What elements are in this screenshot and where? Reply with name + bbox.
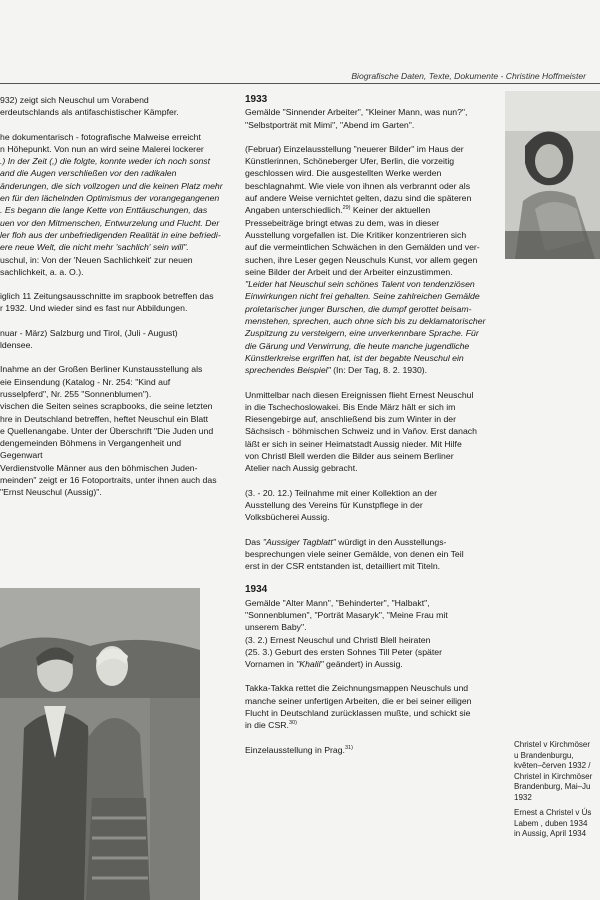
text-line bbox=[0, 388, 226, 400]
text-line bbox=[245, 744, 495, 756]
text-line-tail: (In: Der Tag, 8. 2. 1930). bbox=[330, 365, 428, 376]
text-line bbox=[245, 192, 495, 204]
text-line-content: Flucht in Deutschland zurücklassen mußte, und schickt sie bbox=[245, 708, 471, 719]
photo-couple-image bbox=[0, 588, 200, 900]
caption-line: Christel v Kirchmöser bbox=[514, 740, 591, 749]
text-line bbox=[0, 106, 226, 118]
text-line-content: r 1932. Und wieder sind es fast nur Abbildungen. bbox=[0, 303, 188, 314]
text-line-content: die Gärung und Verwirrung, die heute manche jugendliche bbox=[245, 340, 470, 351]
text-line bbox=[0, 266, 226, 278]
text-line-content: 932) zeigt sich Neuschul um Vorabend bbox=[0, 95, 149, 105]
text-line-italic: "Khalil" bbox=[296, 659, 324, 670]
paragraph-gap bbox=[245, 732, 495, 744]
text-line bbox=[245, 303, 495, 315]
text-line bbox=[245, 327, 495, 339]
text-line-content: Atelier nach Aussig gebracht. bbox=[245, 463, 358, 474]
text-line-content: Ausstellung des Vereins für Kunstpflege in der bbox=[245, 499, 423, 510]
text-line-content: besprechungen viele seiner Gemälde, von denen ein Teil bbox=[245, 548, 464, 559]
text-line bbox=[245, 340, 495, 352]
text-line-content: Inahme an der Großen Berliner Kunstausstellung als bbox=[0, 364, 203, 375]
text-line bbox=[245, 487, 495, 499]
text-line bbox=[0, 302, 226, 314]
text-line-content: (25. 3.) Geburt des ersten Sohnes Till Peter (später bbox=[245, 646, 443, 657]
text-line bbox=[245, 155, 495, 167]
text-line bbox=[245, 401, 495, 413]
text-line-content: Pressebeiträge bringt etwas zu dem, was in dieser bbox=[245, 217, 440, 228]
text-line-content: meinden" zeigt er 16 Fotoportraits, unter ihnen auch das bbox=[0, 475, 217, 486]
photo-woman-seated-image bbox=[505, 91, 600, 259]
text-line bbox=[0, 204, 226, 216]
text-line bbox=[0, 94, 226, 106]
text-line bbox=[0, 462, 226, 474]
text-line-content: manche seiner unfertigen Arbeiten, die er bei seiner eiligen bbox=[245, 695, 472, 706]
text-line-content: seine Bilder der Arbeit und der Arbeiter einzustimmen. bbox=[245, 266, 453, 277]
text-line-content: ldensee. bbox=[0, 340, 33, 351]
text-line-content: iglich 11 Zeitungsausschnitte im srapbook betreffen das bbox=[0, 291, 214, 302]
text-line-content: Vornamen in bbox=[245, 659, 297, 670]
text-line bbox=[245, 695, 495, 707]
text-line bbox=[245, 180, 495, 192]
text-line-content: in die CSR. bbox=[245, 720, 289, 731]
paragraph-gap bbox=[0, 315, 226, 327]
text-line bbox=[245, 413, 495, 425]
text-line-content: Einwirkungen nicht frei gehalten. Seine zahlreichen Gemälde bbox=[245, 291, 480, 302]
text-line-content: proletarischer junger Burschen, die dumpf gerottet beisam- bbox=[245, 303, 472, 314]
text-line-content: Künstlerkreise ergriffen hat, ist der begabte Neuschul ein bbox=[245, 352, 464, 363]
text-line bbox=[0, 290, 226, 302]
text-line bbox=[0, 474, 226, 486]
text-line bbox=[0, 400, 226, 412]
text-line bbox=[0, 376, 226, 388]
text-line-content: Einzelausstellung in Prag. bbox=[245, 744, 345, 755]
text-line-content: Gemälde "Alter Mann", "Behinderter", "Halbakt", bbox=[245, 597, 430, 608]
text-line-content: "Sonnenblumen", "Porträt Masaryk", "Meine Frau mit bbox=[245, 609, 448, 620]
text-line bbox=[0, 192, 226, 204]
text-line-tail: Keiner der aktuellen bbox=[350, 205, 431, 216]
text-line bbox=[245, 315, 495, 327]
text-line-content: Verdienstvolle Männer aus den böhmischen Juden- bbox=[0, 462, 198, 473]
text-line bbox=[0, 167, 226, 179]
photo-couple bbox=[0, 588, 200, 900]
text-line bbox=[245, 658, 495, 670]
text-line-content: uen vor den Mitmenschen, Entwurzelung und Flucht. Der bbox=[0, 217, 220, 228]
text-line-content: nuar - März) Salzburg und Tirol, (Juli - August) bbox=[0, 327, 178, 338]
text-line-content: erst in der CSR entstanden ist, detailliert mit Titeln. bbox=[245, 561, 441, 572]
text-line-content: ere neue Welt, die nicht mehr 'sachlich' sein will". bbox=[0, 242, 189, 253]
text-line bbox=[245, 621, 495, 633]
text-line bbox=[0, 131, 226, 143]
text-line bbox=[245, 462, 495, 474]
text-line-content: beschlagnahmt. Wie viele von ihnen als verbrannt oder als bbox=[245, 180, 471, 191]
text-line-content: Angaben unterschiedlich. bbox=[245, 205, 343, 216]
text-line-content: suchen, ihre Leser gegen Neuschuls Kunst, vor allem gegen bbox=[245, 254, 478, 265]
text-line bbox=[245, 646, 495, 658]
caption-line: in Aussig, April 1934 bbox=[514, 829, 587, 839]
text-line-content: ler floh aus der unbefriedigenden Realität in eine befriedi- bbox=[0, 229, 221, 240]
year-heading: 1934 bbox=[245, 584, 268, 596]
paragraph-gap bbox=[245, 131, 495, 143]
text-line-content: (3. - 20. 12.) Teilnahme mit einer Kollektion an der bbox=[245, 487, 438, 498]
text-line-content: auf die vermeintlichen Schwächen in den Gemälden und ver- bbox=[245, 242, 480, 253]
text-line-content: Unmittelbar nach diesen Ereignissen flieht Ernest Neuschul bbox=[245, 389, 474, 400]
text-line bbox=[0, 143, 226, 155]
text-line bbox=[245, 352, 495, 364]
text-line-content: Takka-Takka rettet die Zeichnungsmappen Neuschuls und bbox=[245, 683, 469, 694]
header-divider bbox=[0, 83, 600, 84]
text-line-content: e Quellenangabe. Unter der Überschrift "Die Juden und bbox=[0, 425, 214, 436]
text-line bbox=[245, 719, 495, 731]
text-line bbox=[245, 204, 495, 216]
text-line bbox=[0, 229, 226, 241]
text-line-content: Zuspitzung zu versteigern, eine unverkennbare Sprache. Für bbox=[245, 328, 479, 339]
text-line bbox=[0, 254, 226, 266]
text-line bbox=[245, 106, 495, 118]
text-line bbox=[0, 155, 226, 167]
text-line-content: Volksbücherei Aussig. bbox=[245, 512, 330, 523]
text-line-content: Gemälde "Sinnender Arbeiter", "Kleiner Mann, was nun?", bbox=[245, 107, 468, 118]
text-line bbox=[245, 241, 495, 253]
text-line bbox=[245, 217, 495, 229]
text-line-content: dengemeinden Böhmens in Vergangenheit und Gegenwart bbox=[0, 438, 182, 461]
text-line bbox=[0, 217, 226, 229]
text-line-content: en für den lächelnden Optimismus der vorangegangenen bbox=[0, 193, 220, 204]
text-line bbox=[245, 143, 495, 155]
footnote-marker: 31) bbox=[344, 744, 353, 751]
text-line bbox=[245, 229, 495, 241]
text-line-content: . Es begann die lange Kette von Enttäuschungen, das bbox=[0, 205, 208, 216]
text-line-content: "Selbstporträt mit Mimi", "Abend im Garten". bbox=[245, 119, 415, 130]
caption-line: 1932 bbox=[514, 792, 532, 802]
text-line-content: Das bbox=[245, 536, 263, 547]
photo-caption-aussig bbox=[514, 808, 600, 840]
text-line-content: russelpferd", Nr. 255 "Sonnenblumen"). bbox=[0, 388, 152, 399]
text-line bbox=[0, 425, 226, 437]
text-line bbox=[245, 266, 495, 278]
left-text-column bbox=[0, 94, 226, 499]
caption-line: květen–červen 1932 / bbox=[514, 761, 591, 771]
text-line-content: erdeutschlands als antifaschistischer Kämpfer. bbox=[0, 107, 179, 118]
middle-text-column bbox=[245, 94, 495, 756]
text-line-content: sprechendes Beispiel" bbox=[245, 365, 331, 376]
text-line-content: von Christl Blell werden die Bilder aus seinem Berliner bbox=[245, 451, 454, 462]
paragraph-gap bbox=[245, 572, 495, 584]
text-line-content: sachlichkeit, a. a. O.). bbox=[0, 266, 84, 277]
text-line bbox=[0, 241, 226, 253]
text-line bbox=[245, 167, 495, 179]
text-line-content: Sächsisch - böhmischen Schweiz und in Vaňov. Erst danach bbox=[245, 426, 477, 437]
text-line-content: (3. 2.) Ernest Neuschul und Christl Blell heiraten bbox=[245, 634, 431, 645]
text-line bbox=[245, 278, 495, 290]
text-line bbox=[245, 450, 495, 462]
caption-line: Christel in Kirchmöser bbox=[514, 771, 593, 781]
text-line bbox=[245, 254, 495, 266]
paragraph-gap bbox=[0, 351, 226, 363]
paragraph-gap bbox=[0, 278, 226, 290]
text-line bbox=[245, 707, 495, 719]
text-line bbox=[0, 437, 226, 462]
text-line-content: in die Tschechoslowakei. Bis Ende März hält er sich im bbox=[245, 401, 456, 412]
text-line bbox=[245, 560, 495, 572]
text-line bbox=[0, 363, 226, 375]
text-line-content: uschul, in: Von der 'Neuen Sachlichkeit' zur neuen bbox=[0, 254, 193, 265]
caption-line: u Brandenburgu, bbox=[514, 750, 574, 760]
footnote-marker: 29) bbox=[342, 205, 351, 212]
text-line bbox=[245, 682, 495, 694]
text-line-content: "Leider hat Neuschul sein schönes Talent von tendenziösen bbox=[245, 279, 475, 290]
text-line-content: (Februar) Einzelausstellung "neuerer Bilder" im Haus der bbox=[245, 143, 464, 154]
text-line-content: Künstlerinnen, Schöneberger Ufer, Berlin, die vorzeitig bbox=[245, 156, 455, 167]
text-line bbox=[0, 180, 226, 192]
text-line bbox=[245, 389, 495, 401]
text-line-content: menstehen, sprechen, auch ohne sich bis zu deklamatorischer bbox=[245, 316, 486, 327]
page-header-title: Biografische Daten, Texte, Dokumente - Christine Hoffmeister bbox=[351, 71, 586, 81]
photo-woman-seated bbox=[505, 91, 600, 259]
paragraph-gap bbox=[245, 524, 495, 536]
text-line-content: änderungen, die sich vollzogen und die keinen Platz mehr bbox=[0, 180, 223, 191]
text-line-content: unserem Baby". bbox=[245, 622, 307, 633]
text-line-content: eie Einsendung (Katalog - Nr. 254: "Kind auf bbox=[0, 376, 171, 387]
text-line bbox=[245, 536, 495, 548]
text-line-tail: geändert) in Aussig. bbox=[323, 659, 403, 670]
text-line bbox=[245, 119, 495, 131]
text-line-content: he dokumentarisch - fotografische Malweise erreicht bbox=[0, 131, 201, 142]
text-line bbox=[245, 290, 495, 302]
text-line-content: vischen die Seiten seines scrapbooks, die seine letzten bbox=[0, 401, 213, 412]
text-line bbox=[245, 548, 495, 560]
text-line-content: Ausstellung vorgefallen ist. Die Kritiker konzentrieren sich bbox=[245, 229, 467, 240]
year-heading: 1933 bbox=[245, 94, 268, 105]
text-line-content: geschlossen wird. Die ausgestellten Werke werden bbox=[245, 168, 442, 179]
text-line bbox=[0, 486, 226, 498]
text-line bbox=[245, 511, 495, 523]
text-line bbox=[0, 339, 226, 351]
text-line-content: läßt er sich in seiner Heimatstadt Aussig nieder. Mit Hilfe bbox=[245, 438, 462, 449]
photo-caption-kirchmoeser bbox=[514, 740, 600, 804]
text-line-content: n Höhepunkt. Von nun an wird seine Malerei lockerer bbox=[0, 143, 204, 154]
text-line-italic: "Aussiger Tagblatt" bbox=[262, 536, 336, 547]
text-line bbox=[245, 609, 495, 621]
paragraph-gap bbox=[0, 119, 226, 131]
caption-line: Labem , duben 1934 bbox=[514, 818, 588, 828]
text-line bbox=[245, 425, 495, 437]
text-line-content: .) In der Zeit (,) die folgte, konnte weder ich noch sonst bbox=[0, 156, 211, 167]
paragraph-gap bbox=[245, 670, 495, 682]
text-line-content: hre in Deutschland betreffen, heftet Neuschul ein Blatt bbox=[0, 413, 208, 424]
text-line bbox=[245, 438, 495, 450]
text-line-content: auf andere Weise vernichtet gelten, dazu sind die späteren bbox=[245, 193, 472, 204]
text-line bbox=[245, 597, 495, 609]
text-line-content: and die Augen verschließen vor den radikalen bbox=[0, 168, 177, 179]
paragraph-gap bbox=[245, 475, 495, 487]
text-line bbox=[0, 327, 226, 339]
text-line bbox=[0, 413, 226, 425]
footnote-marker: 30) bbox=[288, 720, 297, 727]
caption-line: Brandenburg, Mai–Ju bbox=[514, 782, 591, 792]
text-line-content: Riesengebirge auf, anschließend bis zum Winter in der bbox=[245, 414, 457, 425]
text-line bbox=[245, 499, 495, 511]
caption-line: Ernest a Christel v Ús bbox=[514, 808, 592, 817]
paragraph-gap bbox=[245, 377, 495, 389]
text-line bbox=[245, 364, 495, 376]
text-line-tail: würdigt in den Ausstellungs- bbox=[335, 536, 447, 547]
text-line bbox=[245, 634, 495, 646]
text-line-content: "Ernst Neuschul (Aussig)". bbox=[0, 487, 102, 498]
